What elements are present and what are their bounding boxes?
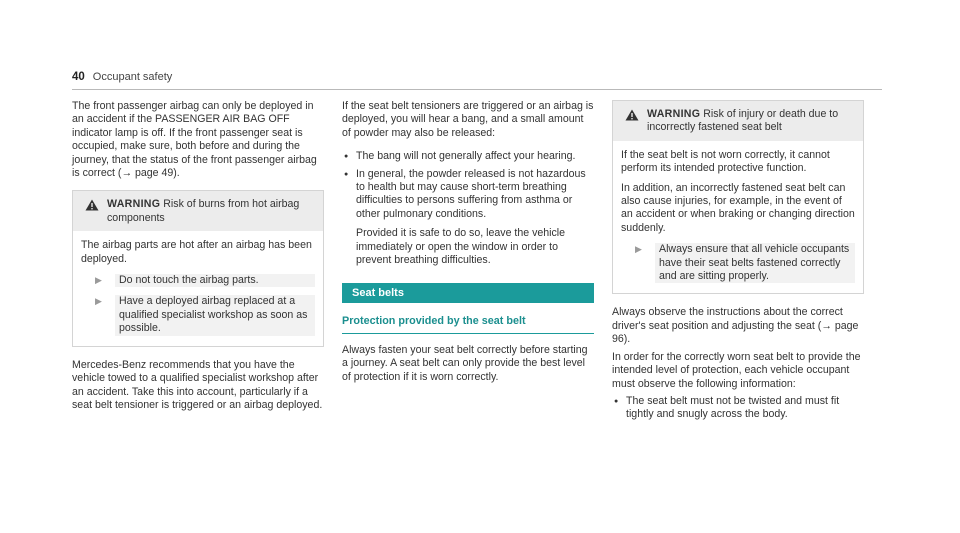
burns-warning-box xyxy=(72,190,324,346)
list-item-text: In general, the powder released is not hazardous to health but may cause short-term breathing difficulties to persons suffering from asthma or other pulmonary conditions. xyxy=(356,167,586,220)
warning-label: WARNING xyxy=(107,198,161,211)
action-step xyxy=(81,274,315,287)
list-item-text: The bang will not generally affect your hearing. xyxy=(356,150,576,163)
action-arrow-icon: ▶ xyxy=(635,244,642,255)
list-item xyxy=(342,150,594,163)
action-step-text: Have a deployed airbag replaced at a qualified specialist workshop as soon as possible. xyxy=(115,295,315,335)
bullet-list xyxy=(612,395,864,422)
warning-triangle-icon xyxy=(85,199,99,211)
tensioner-intro-text: If the seat belt tensioners are triggered or an airbag is deployed, you will hear a bang, and a small amount of powder may also be released: xyxy=(342,100,594,139)
column-1 xyxy=(72,100,324,422)
warning-label: WARNING xyxy=(647,108,701,120)
bullet-list xyxy=(342,150,594,267)
page-number: 40 xyxy=(72,71,85,83)
section-title-bar: Seat belts xyxy=(342,283,594,303)
page-header xyxy=(72,71,172,87)
list-item xyxy=(612,395,864,422)
list-item-text: The seat belt must not be twisted and must fit tightly and snugly across the body. xyxy=(626,394,840,421)
protection-order-text: In order for the correctly worn seat belt to provide the intended level of protection, each vehicle occupant must observe the following information: xyxy=(612,350,861,390)
warning-body xyxy=(613,141,863,294)
column-2 xyxy=(342,100,594,394)
action-arrow-icon: ▶ xyxy=(95,275,102,286)
warning-title-text: Risk of burns from hot airbag components xyxy=(107,198,300,224)
warning-header xyxy=(73,191,323,231)
seat-position-text: Always observe the instructions about the correct driver's seat position and adjusting the seat (→ page 96). xyxy=(612,306,859,346)
warning-title xyxy=(107,198,315,225)
list-item xyxy=(342,168,594,268)
warning-body xyxy=(73,231,323,345)
column-3 xyxy=(612,100,864,432)
action-step-text: Always ensure that all vehicle occupants have their seat belts fastened correctly and are sitting properly. xyxy=(655,243,855,283)
warning-body-text: The airbag parts are hot after an airbag has been deployed. xyxy=(81,239,312,265)
protection-text: Always fasten your seat belt correctly before starting a journey. A seat belt can only provide the best level of protection if it is worn correctly. xyxy=(342,343,588,383)
action-step xyxy=(621,243,855,283)
subheading: Protection provided by the seat belt xyxy=(342,315,594,333)
warning-header xyxy=(613,101,863,141)
seatbelt-warning-box xyxy=(612,100,864,294)
tow-recommendation-text: Mercedes-Benz recommends that you have the vehicle towed to a qualified specialist workshop after an accident. Take this into account, particularly if a seat belt tensioner is triggered or an airbag deployed. xyxy=(72,358,323,411)
action-step-text: Do not touch the airbag parts. xyxy=(115,274,315,287)
warning-triangle-icon xyxy=(625,109,639,121)
warning-title-text: Risk of injury or death due to incorrectly fastened seat belt xyxy=(647,108,839,134)
airbag-intro-text: The front passenger airbag can only be deployed in an accident if the PASSENGER AIR BAG OFF indicator lamp is off. If the front passenger seat is occupied, make sure, both before and during the journey, that the status of the front passenger airbag is correct (→ page 49). xyxy=(72,100,317,180)
action-step xyxy=(81,295,315,335)
action-arrow-icon: ▶ xyxy=(95,296,102,307)
header-rule xyxy=(72,89,882,90)
list-item-subtext: Provided it is safe to do so, leave the vehicle immediately or open the window in order to prevent breathing difficulties. xyxy=(356,227,566,267)
warning-body-text: If the seat belt is not worn correctly, it cannot perform its intended protective function. xyxy=(621,148,830,175)
section-name: Occupant safety xyxy=(92,71,173,83)
warning-body-text: In addition, an incorrectly fastened seat belt can also cause injuries, for example, in the event of an accident or when braking or changing direction suddenly. xyxy=(621,181,855,234)
warning-title xyxy=(647,108,855,135)
